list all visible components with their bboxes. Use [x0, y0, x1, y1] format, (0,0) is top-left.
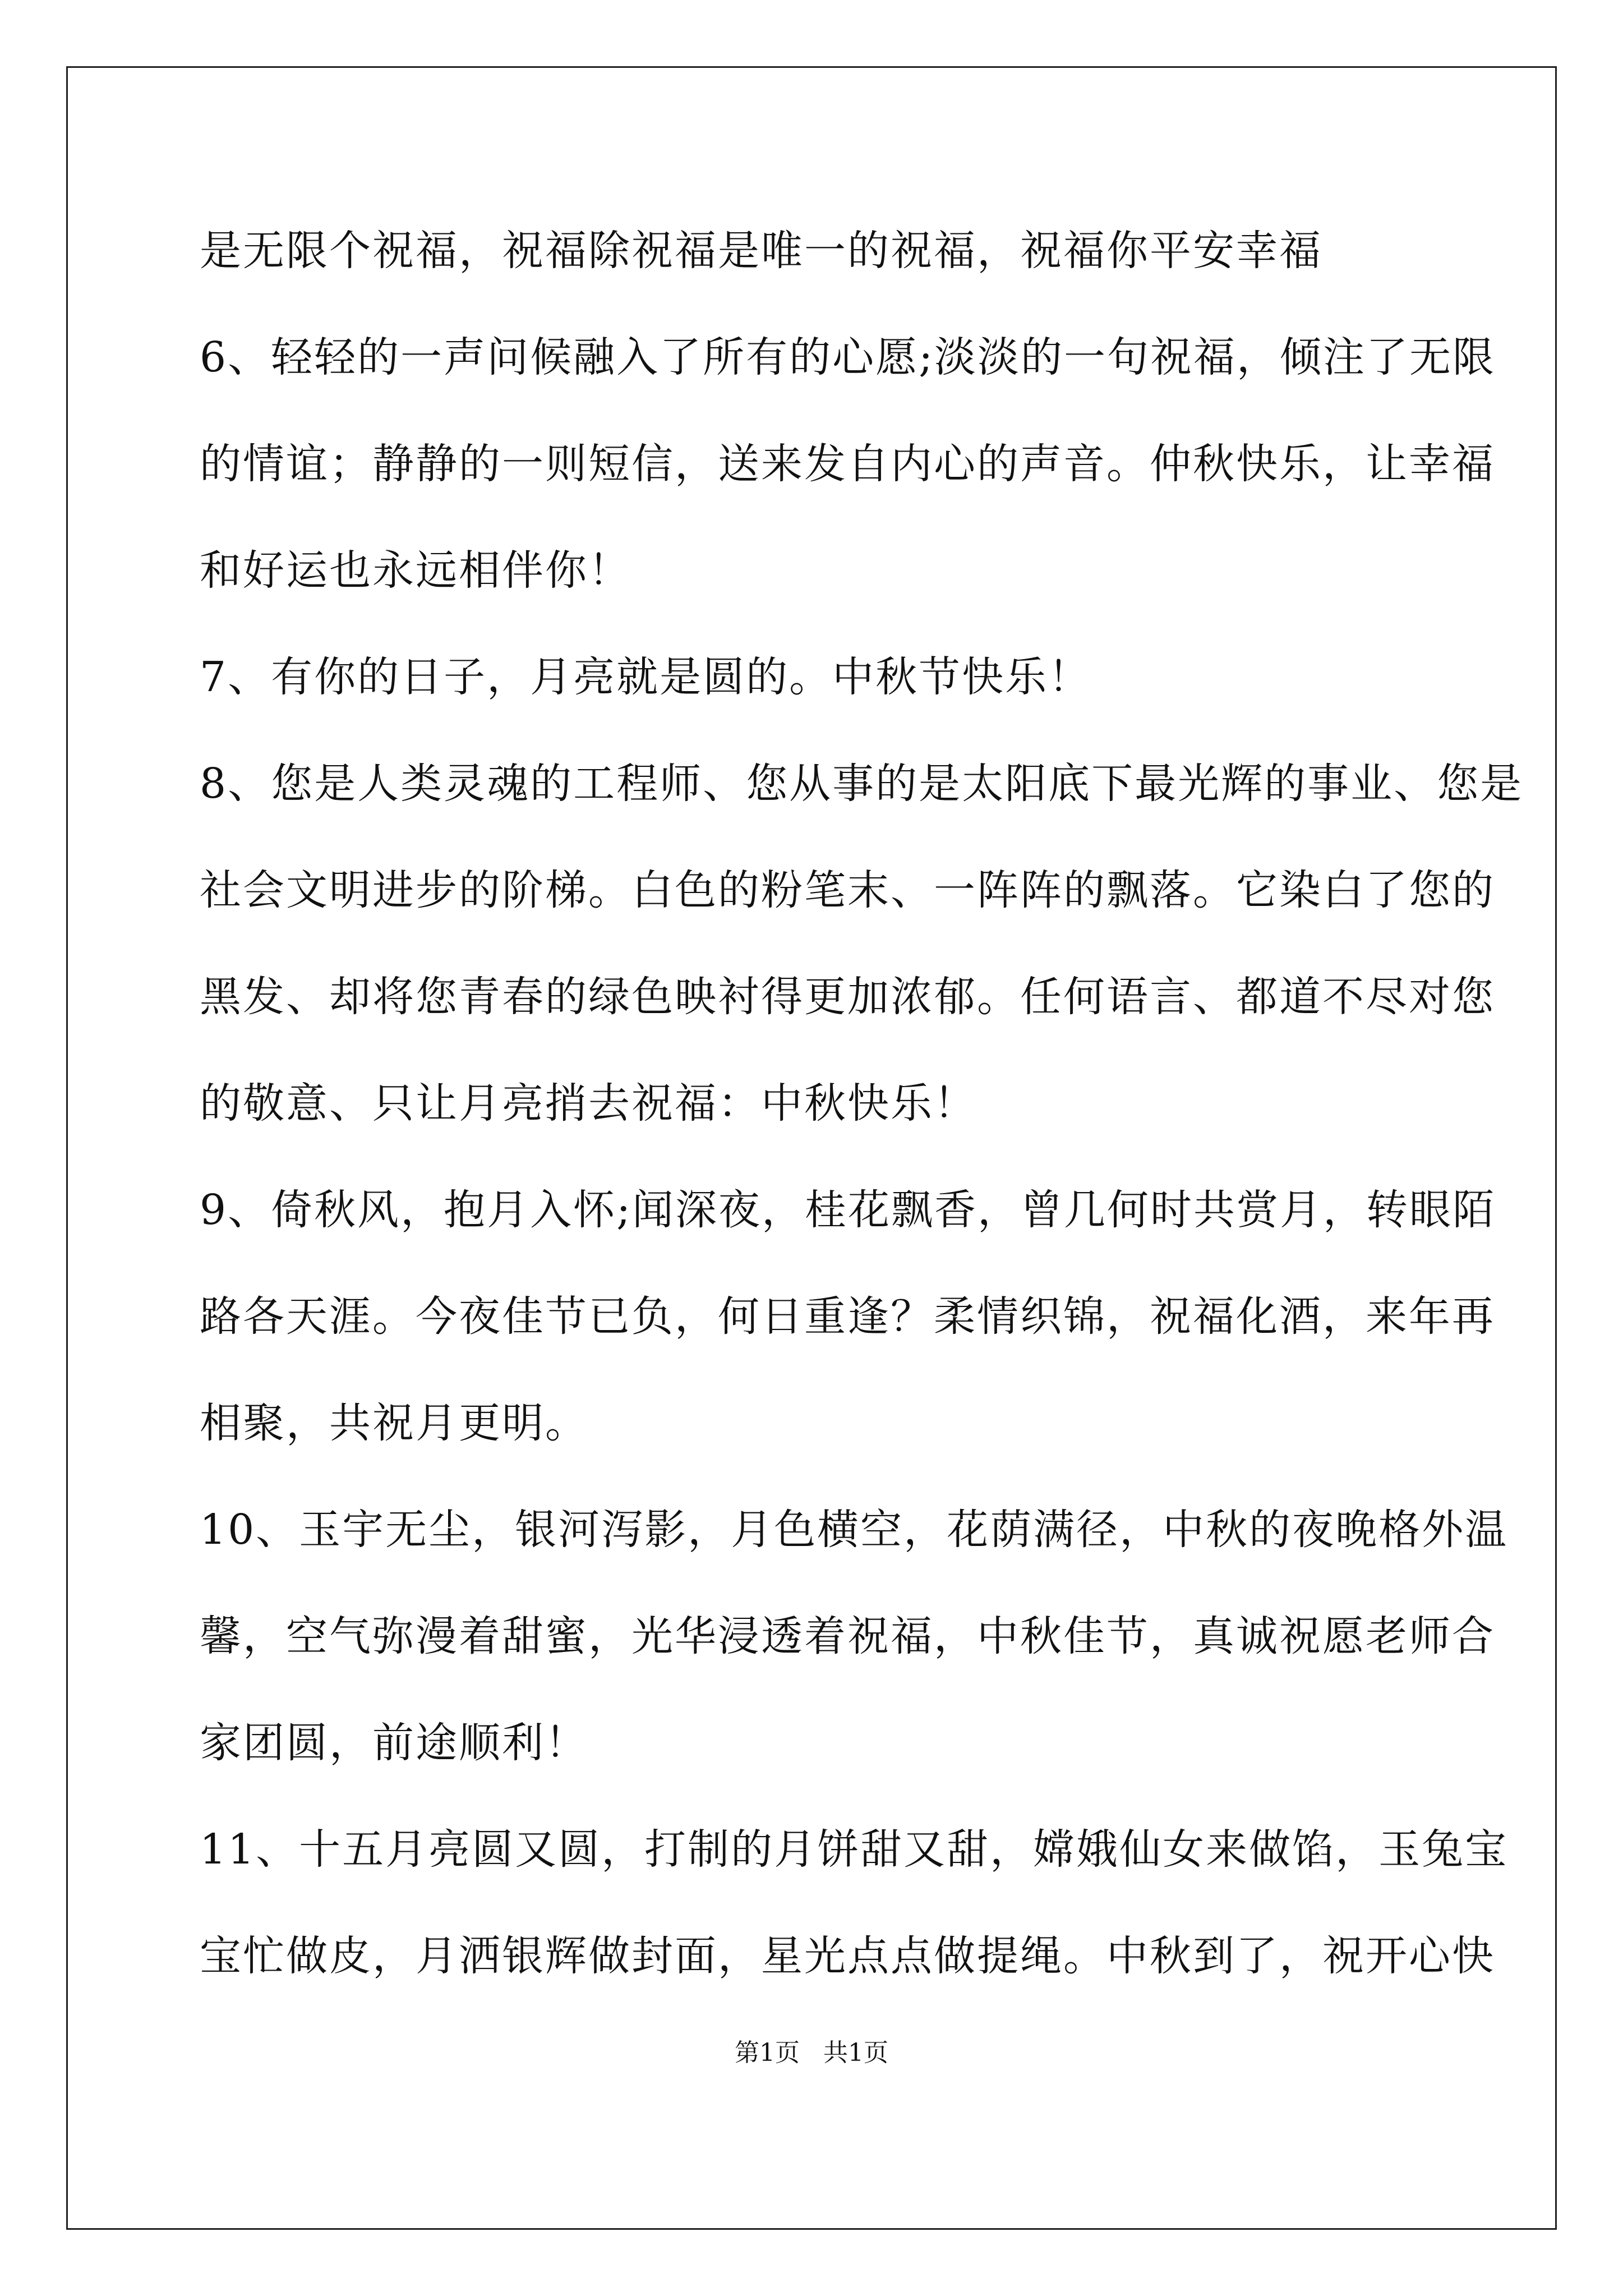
text-line: 11、十五月亮圆又圆，打制的月饼甜又甜，嫦娥仙女来做馅，玉兔宝 — [200, 1825, 1509, 1874]
text-line: 的情谊；静静的一则短信，送来发自内心的声音。仲秋快乐，让幸福 — [200, 440, 1495, 488]
page-number-footer: 第1页 共1页 — [735, 2039, 888, 2067]
text-line: 是无限个祝福，祝福除祝福是唯一的祝福，祝福你平安幸福 — [200, 227, 1322, 275]
text-line: 10、玉宇无尘，银河泻影，月色横空，花荫满径，中秋的夜晚格外温 — [200, 1506, 1509, 1554]
text-line: 6、轻轻的一声问候融入了所有的心愿;淡淡的一句祝福，倾注了无限 — [200, 333, 1496, 381]
text-line: 家团圆，前途顺利！ — [200, 1719, 588, 1767]
text-line: 路各天涯。今夜佳节已负，何日重逢？柔情织锦，祝福化酒，来年再 — [200, 1292, 1495, 1341]
text-line: 8、您是人类灵魂的工程师、您从事的是太阳底下最光辉的事业、您是 — [200, 760, 1524, 808]
text-line: 馨，空气弥漫着甜蜜，光华浸透着祝福，中秋佳节，真诚祝愿老师合 — [200, 1612, 1495, 1660]
text-line: 黑发、却将您青春的绿色映衬得更加浓郁。任何语言、都道不尽对您 — [200, 973, 1495, 1021]
text-line: 7、有你的日子，月亮就是圆的。中秋节快乐！ — [200, 653, 1092, 701]
text-line: 相聚，共祝月更明。 — [200, 1399, 588, 1447]
text-line: 宝忙做皮，月洒银辉做封面，星光点点做提绳。中秋到了，祝开心快 — [200, 1932, 1495, 1980]
text-line: 社会文明进步的阶梯。白色的粉笔末、一阵阵的飘落。它染白了您的 — [200, 866, 1495, 914]
text-line: 的敬意、只让月亮捎去祝福：中秋快乐！ — [200, 1079, 977, 1128]
document-body — [200, 220, 1524, 2032]
text-line: 9、倚秋风，抱月入怀;闻深夜，桂花飘香，曾几何时共赏月，转眼陌 — [200, 1186, 1496, 1234]
text-line: 和好运也永远相伴你！ — [200, 546, 631, 595]
